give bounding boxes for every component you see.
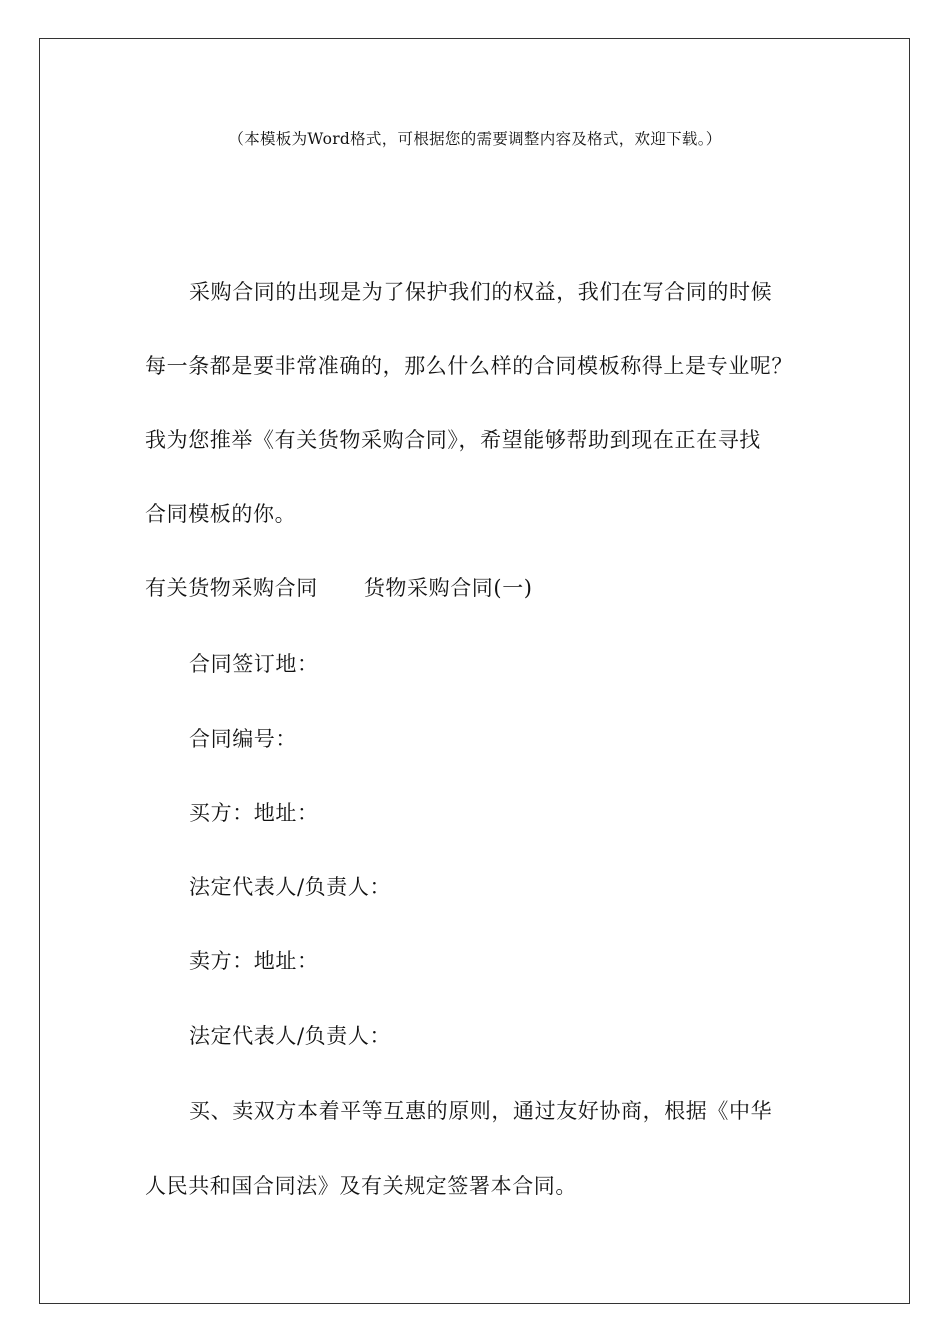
closing-line-2: 人民共和国合同法》及有关规定签署本合同。	[145, 1174, 577, 1198]
intro-line-3: 我为您推举《有关货物采购合同》，希望能够帮助到现在正在寻找	[145, 428, 761, 452]
field-seller-address: 卖方：地址：	[189, 949, 319, 973]
field-seller-representative: 法定代表人/负责人：	[189, 1024, 392, 1048]
closing-line-1: 买、卖双方本着平等互惠的原则，通过友好协商，根据《中华	[189, 1099, 773, 1123]
template-note: （本模板为Word格式，可根据您的需要调整内容及格式，欢迎下载。）	[228, 130, 722, 148]
contract-title: 有关货物采购合同	[145, 576, 318, 600]
field-contract-number: 合同编号：	[189, 727, 297, 751]
intro-line-4: 合同模板的你。	[145, 502, 297, 526]
field-sign-place: 合同签订地：	[189, 652, 319, 676]
field-buyer-address: 买方：地址：	[189, 801, 319, 825]
field-buyer-representative: 法定代表人/负责人：	[189, 875, 392, 899]
intro-line-2: 每一条都是要非常准确的，那么什么样的合同模板称得上是专业呢？	[145, 354, 793, 378]
contract-subtitle: 货物采购合同(一)	[363, 576, 533, 600]
intro-line-1: 采购合同的出现是为了保护我们的权益，我们在写合同的时候	[189, 280, 773, 304]
contract-heading	[145, 572, 533, 602]
